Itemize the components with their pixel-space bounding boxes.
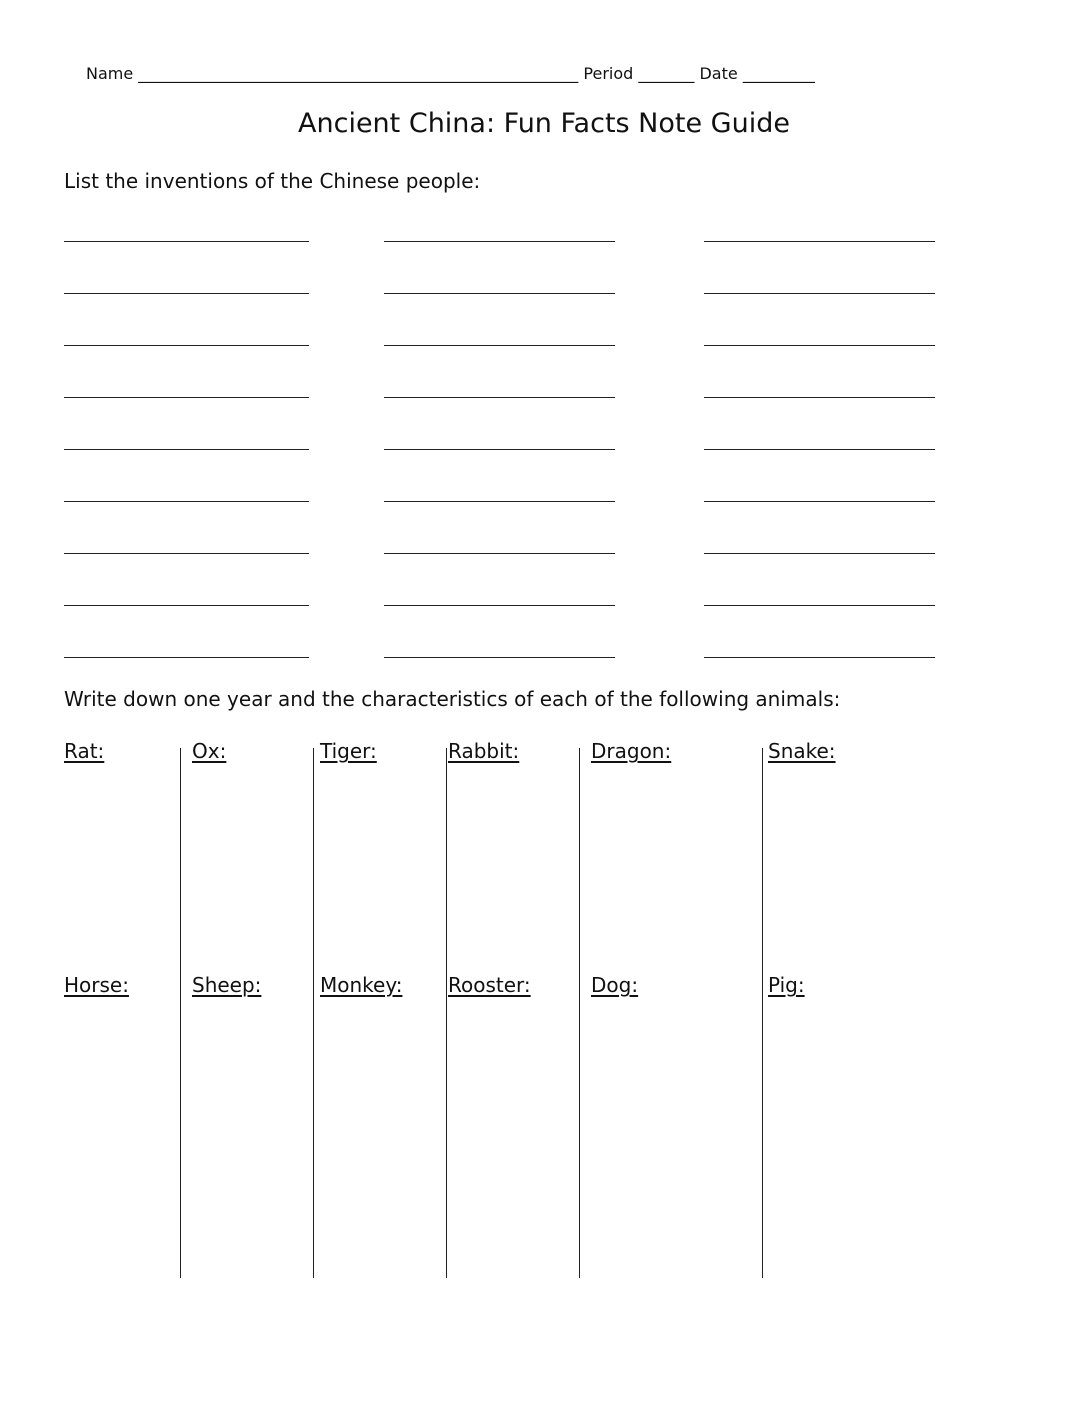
- animal-label-monkey: Monkey:: [320, 973, 403, 997]
- invention-blank[interactable]: [384, 657, 615, 658]
- invention-blank[interactable]: [384, 293, 615, 294]
- invention-blank[interactable]: [704, 397, 935, 398]
- animal-label-sheep: Sheep:: [192, 973, 262, 997]
- student-info-line: [86, 64, 815, 83]
- column-divider: [762, 748, 763, 1278]
- invention-blank[interactable]: [384, 605, 615, 606]
- column-divider: [180, 748, 181, 1278]
- animal-label-snake: Snake:: [768, 739, 836, 763]
- date-label: Date: [699, 64, 738, 83]
- invention-blank[interactable]: [64, 449, 309, 450]
- invention-blank[interactable]: [384, 241, 615, 242]
- invention-blank[interactable]: [704, 449, 935, 450]
- invention-blank[interactable]: [704, 345, 935, 346]
- invention-blank[interactable]: [64, 397, 309, 398]
- page-title: Ancient China: Fun Facts Note Guide: [298, 108, 790, 139]
- invention-blank[interactable]: [64, 605, 309, 606]
- animal-label-tiger: Tiger:: [320, 739, 377, 763]
- date-field[interactable]: _________: [742, 64, 815, 83]
- animal-label-ox: Ox:: [192, 739, 227, 763]
- invention-blank[interactable]: [64, 241, 309, 242]
- name-field[interactable]: _______________________________________________________: [138, 64, 579, 83]
- column-divider: [579, 748, 580, 1278]
- invention-blank[interactable]: [704, 553, 935, 554]
- animal-label-rabbit: Rabbit:: [448, 739, 520, 763]
- animal-label-horse: Horse:: [64, 973, 129, 997]
- invention-blank[interactable]: [384, 345, 615, 346]
- animal-label-rat: Rat:: [64, 739, 105, 763]
- animal-label-dog: Dog:: [591, 973, 639, 997]
- animal-label-dragon: Dragon:: [591, 739, 672, 763]
- period-field[interactable]: _______: [638, 64, 695, 83]
- invention-blank[interactable]: [64, 501, 309, 502]
- period-label: Period: [583, 64, 634, 83]
- inventions-prompt: List the inventions of the Chinese people:: [64, 169, 481, 193]
- invention-blank[interactable]: [384, 397, 615, 398]
- animal-label-rooster: Rooster:: [448, 973, 531, 997]
- invention-blank[interactable]: [64, 657, 309, 658]
- column-divider: [446, 748, 447, 1278]
- invention-blank[interactable]: [384, 449, 615, 450]
- invention-blank[interactable]: [704, 605, 935, 606]
- invention-blank[interactable]: [384, 553, 615, 554]
- invention-blank[interactable]: [704, 657, 935, 658]
- name-label: Name: [86, 64, 134, 83]
- invention-blank[interactable]: [64, 293, 309, 294]
- invention-blank[interactable]: [704, 241, 935, 242]
- animal-label-pig: Pig:: [768, 973, 805, 997]
- invention-blank[interactable]: [384, 501, 615, 502]
- invention-blank[interactable]: [704, 501, 935, 502]
- column-divider: [313, 748, 314, 1278]
- invention-blank[interactable]: [704, 293, 935, 294]
- invention-blank[interactable]: [64, 345, 309, 346]
- invention-blank[interactable]: [64, 553, 309, 554]
- animals-prompt: Write down one year and the characteristics of each of the following animals:: [64, 687, 841, 711]
